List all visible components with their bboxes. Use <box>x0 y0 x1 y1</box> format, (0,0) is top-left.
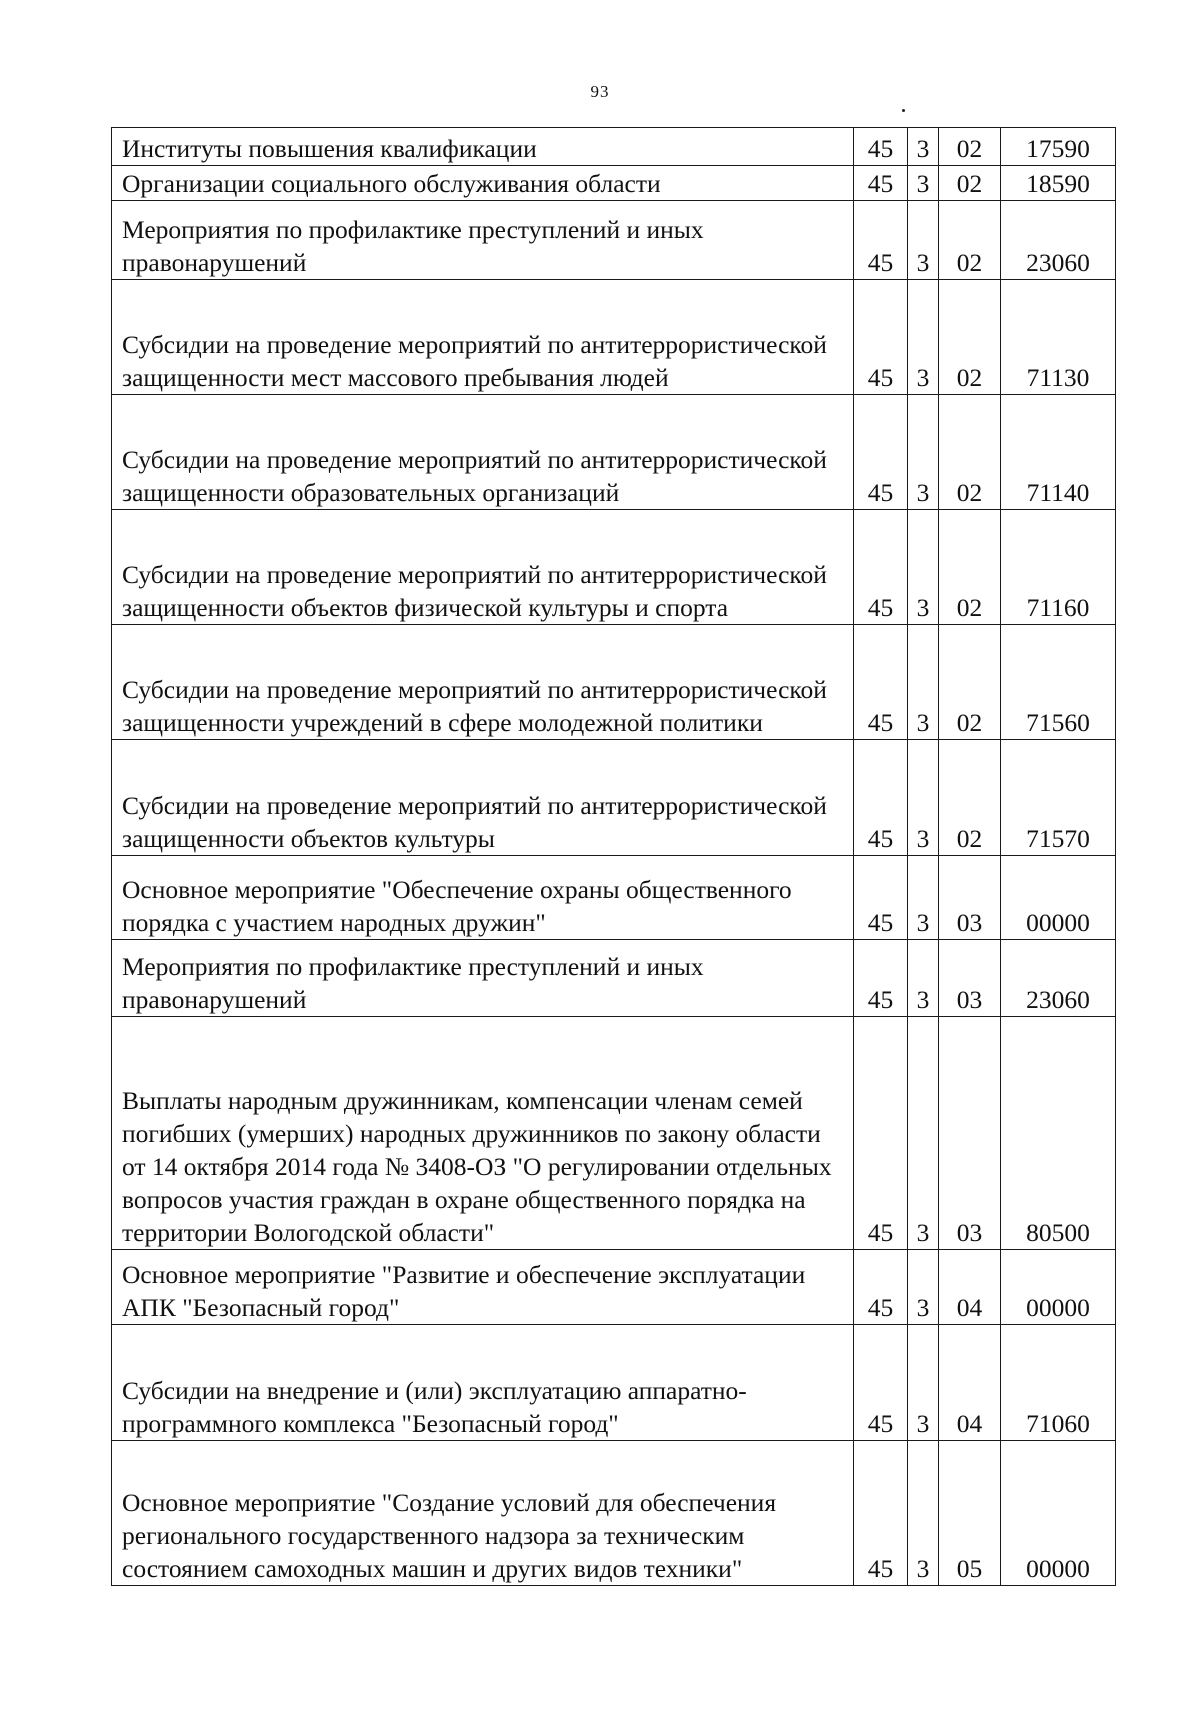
table-row <box>112 1441 1116 1586</box>
table-row <box>112 1325 1116 1441</box>
code-45: 45 <box>854 510 908 625</box>
row-name: Субсидии на проведение мероприятий по антитеррористической защищенности образовательных организаций <box>112 395 854 510</box>
code-direction: 23060 <box>1001 940 1116 1017</box>
code-45: 45 <box>854 1325 908 1441</box>
code-3: 3 <box>908 166 939 201</box>
code-direction: 71160 <box>1001 510 1116 625</box>
code-3: 3 <box>908 201 939 280</box>
code-subprogram: 02 <box>939 166 1001 201</box>
code-45: 45 <box>854 1017 908 1250</box>
budget-classification-table <box>111 127 1116 1586</box>
table-row <box>112 510 1116 625</box>
code-45: 45 <box>854 1250 908 1325</box>
row-name: Основное мероприятие "Развитие и обеспечение эксплуатации АПК "Безопасный город" <box>112 1250 854 1325</box>
row-name: Субсидии на проведение мероприятий по антитеррористической защищенности учреждений в сфере молодежной политики <box>112 625 854 740</box>
code-direction: 00000 <box>1001 856 1116 940</box>
code-3: 3 <box>908 1325 939 1441</box>
table-row <box>112 940 1116 1017</box>
row-name: Субсидии на внедрение и (или) эксплуатацию аппаратно-программного комплекса "Безопасный город" <box>112 1325 854 1441</box>
row-name: Мероприятия по профилактике преступлений и иных правонарушений <box>112 201 854 280</box>
row-name: Субсидии на проведение мероприятий по антитеррористической защищенности объектов физической культуры и спорта <box>112 510 854 625</box>
code-3: 3 <box>908 856 939 940</box>
code-45: 45 <box>854 201 908 280</box>
table-row <box>112 395 1116 510</box>
code-direction: 71570 <box>1001 740 1116 856</box>
code-3: 3 <box>908 128 939 166</box>
code-45: 45 <box>854 856 908 940</box>
table-row <box>112 201 1116 280</box>
code-45: 45 <box>854 740 908 856</box>
code-subprogram: 04 <box>939 1325 1001 1441</box>
table-row <box>112 1017 1116 1250</box>
code-45: 45 <box>854 940 908 1017</box>
code-subprogram: 03 <box>939 940 1001 1017</box>
code-3: 3 <box>908 740 939 856</box>
code-3: 3 <box>908 1250 939 1325</box>
code-45: 45 <box>854 166 908 201</box>
code-subprogram: 02 <box>939 740 1001 856</box>
code-subprogram: 02 <box>939 625 1001 740</box>
code-subprogram: 05 <box>939 1441 1001 1586</box>
page-number: 93 <box>590 82 610 101</box>
code-direction: 71130 <box>1001 280 1116 395</box>
code-45: 45 <box>854 395 908 510</box>
code-3: 3 <box>908 625 939 740</box>
row-name: Субсидии на проведение мероприятий по антитеррористической защищенности мест массового пребывания людей <box>112 280 854 395</box>
code-direction: 71060 <box>1001 1325 1116 1441</box>
code-subprogram: 02 <box>939 128 1001 166</box>
code-45: 45 <box>854 625 908 740</box>
code-direction: 18590 <box>1001 166 1116 201</box>
row-name: Основное мероприятие "Создание условий для обеспечения регионального государственного надзора за техническим состоянием самоходных машин и других видов техники" <box>112 1441 854 1586</box>
code-45: 45 <box>854 1441 908 1586</box>
code-direction: 17590 <box>1001 128 1116 166</box>
code-direction: 23060 <box>1001 201 1116 280</box>
code-direction: 71560 <box>1001 625 1116 740</box>
table-row <box>112 625 1116 740</box>
code-direction: 80500 <box>1001 1017 1116 1250</box>
code-3: 3 <box>908 1017 939 1250</box>
code-45: 45 <box>854 280 908 395</box>
table-row <box>112 740 1116 856</box>
code-subprogram: 02 <box>939 395 1001 510</box>
row-name: Организации социального обслуживания области <box>112 166 854 201</box>
table-row <box>112 166 1116 201</box>
code-3: 3 <box>908 395 939 510</box>
code-direction: 00000 <box>1001 1250 1116 1325</box>
table-row <box>112 280 1116 395</box>
table-row <box>112 1250 1116 1325</box>
scan-speck <box>902 109 905 112</box>
table-row <box>112 856 1116 940</box>
code-3: 3 <box>908 280 939 395</box>
code-subprogram: 04 <box>939 1250 1001 1325</box>
row-name: Институты повышения квалификации <box>112 128 854 166</box>
row-name: Мероприятия по профилактике преступлений и иных правонарушений <box>112 940 854 1017</box>
code-direction: 00000 <box>1001 1441 1116 1586</box>
row-name: Основное мероприятие "Обеспечение охраны общественного порядка с участием народных дружин" <box>112 856 854 940</box>
code-subprogram: 03 <box>939 856 1001 940</box>
code-subprogram: 02 <box>939 280 1001 395</box>
code-45: 45 <box>854 128 908 166</box>
code-3: 3 <box>908 1441 939 1586</box>
code-3: 3 <box>908 510 939 625</box>
code-subprogram: 02 <box>939 201 1001 280</box>
row-name: Выплаты народным дружинникам, компенсации членам семей погибших (умерших) народных дружинников по закону области от 14 октября 2014 года № 3408-ОЗ "О регулировании отдельных вопросов участия граждан в охране общественного порядка на территории Вологодской области" <box>112 1017 854 1250</box>
table-row <box>112 128 1116 166</box>
row-name: Субсидии на проведение мероприятий по антитеррористической защищенности объектов культуры <box>112 740 854 856</box>
code-subprogram: 02 <box>939 510 1001 625</box>
code-direction: 71140 <box>1001 395 1116 510</box>
code-3: 3 <box>908 940 939 1017</box>
code-subprogram: 03 <box>939 1017 1001 1250</box>
